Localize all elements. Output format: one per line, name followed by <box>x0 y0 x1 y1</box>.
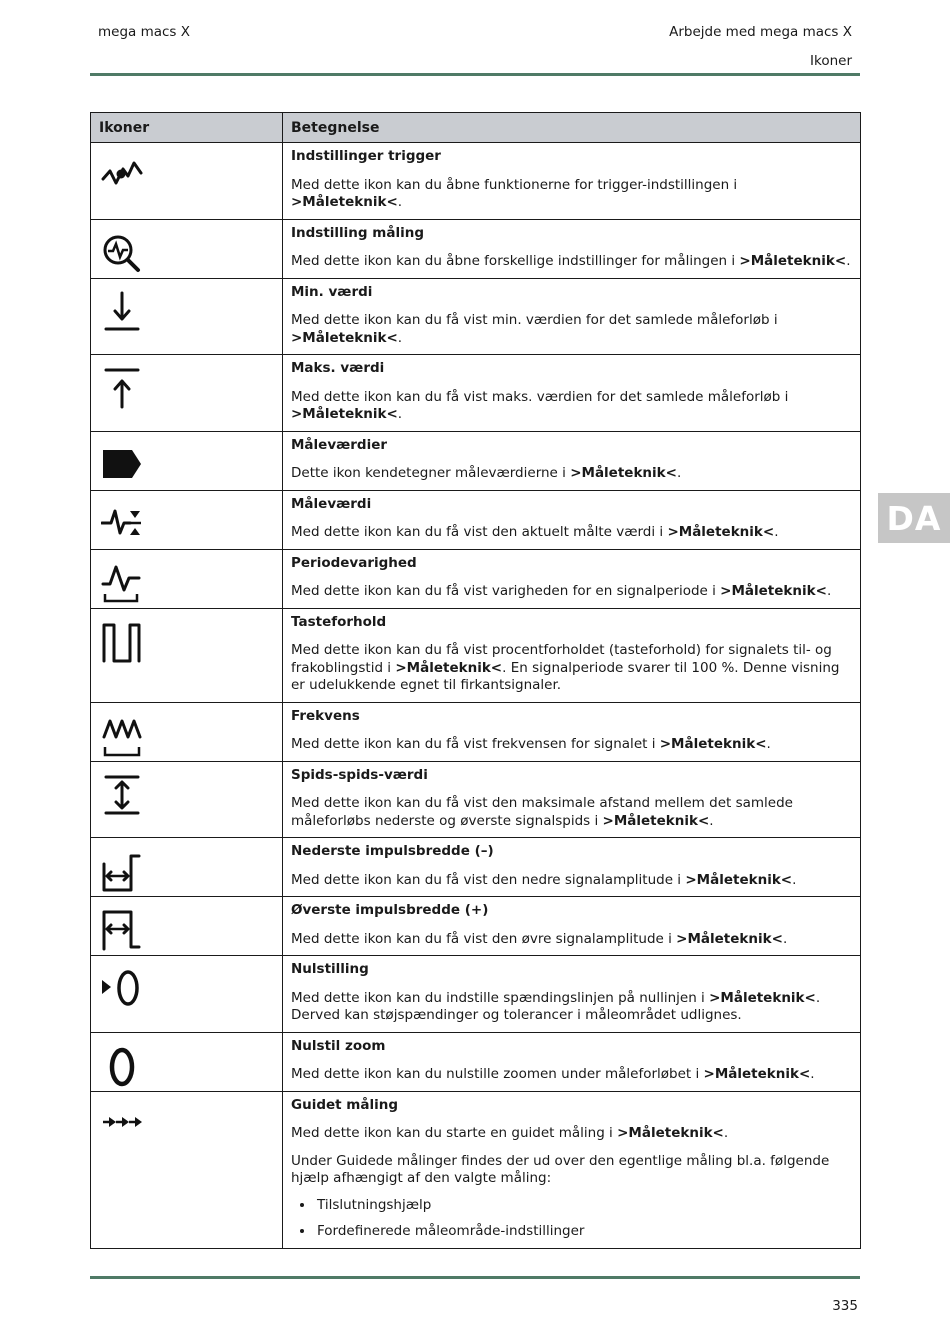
footer-divider <box>90 1276 860 1279</box>
table-row <box>91 956 861 1033</box>
description-text-end: . <box>846 253 851 269</box>
table-row <box>91 431 861 490</box>
description-cell <box>283 549 861 608</box>
icon-description <box>291 312 852 347</box>
table-header-row <box>91 113 861 143</box>
min-value-icon <box>101 291 143 333</box>
bullet-item: • Fordefinerede måleområde-indstillinger <box>315 1223 852 1241</box>
icon-description <box>291 465 852 483</box>
menu-reference: >Måleteknik< <box>667 524 775 540</box>
icon-description <box>291 736 852 754</box>
description-cell <box>283 219 861 278</box>
description-text-end: . Derved kan støjspændinger og tolerancer i måleområdet udlignes. <box>291 989 821 1023</box>
icon-title: Indstillinger trigger <box>291 148 441 164</box>
description-text-end: . <box>397 406 403 422</box>
description-text: Med dette ikon kan du få vist maks. værdien for det samlede måleforløb i <box>291 388 789 405</box>
table-row <box>91 490 861 549</box>
icon-cell <box>91 761 283 838</box>
description-text: Med dette ikon kan du få vist den maksimale afstand mellem det samlede måleforløbs nederste og øverste signalspids i <box>291 795 793 829</box>
peak-to-peak-icon <box>101 774 143 816</box>
icon-title: Indstilling måling <box>291 224 424 241</box>
menu-reference: >Måleteknik< <box>291 406 398 422</box>
menu-reference: >Måleteknik< <box>395 659 503 676</box>
lower-pulse-width-icon <box>101 850 143 892</box>
description-text-end: . <box>792 871 797 888</box>
icons-table <box>90 112 861 1249</box>
max-value-icon <box>101 367 143 409</box>
duty-cycle-icon <box>101 621 143 663</box>
period-duration-icon <box>101 562 143 604</box>
table-row <box>91 838 861 897</box>
header-chapter-title: Arbejde med mega macs X <box>669 24 852 40</box>
icon-title: Øverste impulsbredde (+) <box>291 902 489 918</box>
measured-value-icon <box>101 503 143 545</box>
description-cell <box>283 490 861 549</box>
table-row <box>91 1091 861 1248</box>
icon-cell <box>91 897 283 956</box>
description-text: Med dette ikon kan du nulstille zoomen under måleforløbet i <box>291 1066 704 1082</box>
description-cell <box>283 838 861 897</box>
menu-reference: >Måleteknik< <box>709 989 816 1006</box>
table-row <box>91 143 861 220</box>
description-text: Med dette ikon kan du indstille spændingslinjen på nullinjen i <box>291 989 710 1006</box>
description-text: Med dette ikon kan du starte en guidet måling i <box>291 1125 618 1141</box>
icon-cell <box>91 608 283 702</box>
description-text-end: . <box>709 812 714 829</box>
description-cell <box>283 278 861 355</box>
table-row <box>91 1032 861 1091</box>
menu-reference: >Måleteknik< <box>703 1066 811 1082</box>
description-text-end: . <box>676 465 682 481</box>
icon-description <box>291 524 852 542</box>
table-row <box>91 897 861 956</box>
header-subsection-title: Ikoner <box>810 53 852 69</box>
description-cell <box>283 956 861 1033</box>
menu-reference: >Måleteknik< <box>617 1125 724 1141</box>
description-cell <box>283 1032 861 1091</box>
guided-measurement-icon <box>101 1114 143 1156</box>
description-cell <box>283 702 861 761</box>
description-text-end: . <box>766 736 771 752</box>
table-row <box>91 549 861 608</box>
table-row <box>91 355 861 432</box>
description-text: Med dette ikon kan du få vist den øvre signalamplitude i <box>291 930 677 947</box>
icon-title: Frekvens <box>291 707 360 724</box>
icon-description <box>291 177 852 212</box>
icon-description <box>291 253 852 271</box>
menu-reference: >Måleteknik< <box>291 329 398 346</box>
description-cell <box>283 143 861 220</box>
description-cell <box>283 431 861 490</box>
icon-cell <box>91 278 283 355</box>
description-cell <box>283 355 861 432</box>
measurement-settings-icon <box>101 232 143 274</box>
icon-cell <box>91 431 283 490</box>
icon-title: Tasteforhold <box>291 613 387 630</box>
description-text: Med dette ikon kan du få vist den nedre signalamplitude i <box>291 871 686 888</box>
description-text: Dette ikon kendetegner måleværdierne i <box>291 465 571 481</box>
menu-reference: >Måleteknik< <box>291 194 398 210</box>
description-text: Med dette ikon kan du få vist procentforholdet (tasteforhold) for signalets til- og frakoblingstid i <box>291 642 832 676</box>
description-text: Med dette ikon kan du få vist varigheden for en signalperiode i <box>291 583 721 599</box>
table-row <box>91 219 861 278</box>
table-row <box>91 761 861 838</box>
icon-cell <box>91 702 283 761</box>
icon-description <box>291 389 852 424</box>
column-header-description: Betegnelse <box>283 113 861 143</box>
column-header-icons: Ikoner <box>91 113 283 143</box>
icon-cell <box>91 1032 283 1091</box>
measured-values-tag-icon <box>101 444 143 486</box>
icon-cell <box>91 956 283 1033</box>
icon-title: Spids-spids-værdi <box>291 766 428 783</box>
icon-title: Nederste impulsbredde (–) <box>291 843 494 859</box>
icon-cell <box>91 219 283 278</box>
icon-title: Nulstil zoom <box>291 1037 386 1054</box>
zero-reset-icon <box>101 968 143 1010</box>
menu-reference: >Måleteknik< <box>739 253 847 269</box>
table-row <box>91 608 861 702</box>
description-text-end: . <box>826 583 832 599</box>
icon-cell <box>91 1091 283 1248</box>
table-row <box>91 278 861 355</box>
icon-title: Periodevarighed <box>291 554 417 571</box>
description-text-end: . <box>397 329 403 346</box>
description-text-end: . En signalperiode svarer til 100 %. Denne visning er udelukkende egnet til firkantsignaler. <box>291 659 840 693</box>
description-text: Med dette ikon kan du få vist den aktuelt målte værdi i <box>291 524 668 540</box>
description-text-end: . <box>774 524 779 540</box>
trigger-settings-icon <box>101 155 143 197</box>
description-cell <box>283 608 861 702</box>
language-tab: DA <box>878 493 950 543</box>
icon-description <box>291 642 852 695</box>
description-text: Med dette ikon kan du åbne forskellige indstillinger for målingen i <box>291 253 740 269</box>
icon-title: Måleværdi <box>291 495 372 512</box>
icon-title: Min. værdi <box>291 283 373 300</box>
extra-description: Under Guidede målinger findes der ud over den egentlige måling bl.a. følgende hjælp afhængigt af den valgte måling: <box>291 1152 830 1186</box>
menu-reference: >Måleteknik< <box>659 736 767 752</box>
icon-description <box>291 1125 852 1143</box>
header-product-name: mega macs X <box>98 24 191 40</box>
icon-description <box>291 931 852 949</box>
description-text: Med dette ikon kan du få vist min. værdien for det samlede måleforløb i <box>291 312 778 328</box>
description-text: Med dette ikon kan du åbne funktionerne for trigger-indstillingen i <box>291 176 738 193</box>
header-section <box>669 24 852 69</box>
menu-reference: >Måleteknik< <box>602 812 710 829</box>
page-number: 335 <box>832 1298 858 1314</box>
description-text-end: . <box>782 930 788 947</box>
icon-description <box>291 990 852 1025</box>
icon-cell <box>91 143 283 220</box>
bullet-list <box>291 1197 852 1241</box>
menu-reference: >Måleteknik< <box>720 583 827 599</box>
header-divider <box>90 73 860 76</box>
reset-zoom-icon <box>101 1045 143 1087</box>
icon-title: Måleværdier <box>291 436 388 453</box>
icon-description <box>291 872 852 890</box>
bullet-item: • Tilslutningshjælp <box>315 1197 852 1215</box>
description-text-end: . <box>810 1066 815 1082</box>
icon-cell <box>91 355 283 432</box>
description-text-end: . <box>397 194 403 210</box>
description-text: Med dette ikon kan du få vist frekvensen for signalet i <box>291 736 660 752</box>
menu-reference: >Måleteknik< <box>685 871 793 888</box>
menu-reference: >Måleteknik< <box>570 465 677 481</box>
icon-description <box>291 583 852 601</box>
description-cell <box>283 897 861 956</box>
icon-title: Guidet måling <box>291 1096 398 1113</box>
frequency-icon <box>101 715 143 757</box>
description-text-end: . <box>723 1125 729 1141</box>
icon-cell <box>91 490 283 549</box>
upper-pulse-width-icon <box>101 909 143 951</box>
icon-description <box>291 795 852 830</box>
table-row <box>91 702 861 761</box>
icon-title: Nulstilling <box>291 961 369 977</box>
menu-reference: >Måleteknik< <box>676 930 783 947</box>
icon-cell <box>91 838 283 897</box>
description-cell <box>283 1091 861 1248</box>
icon-description <box>291 1066 852 1084</box>
description-cell <box>283 761 861 838</box>
icon-cell <box>91 549 283 608</box>
icon-title: Maks. værdi <box>291 360 385 376</box>
